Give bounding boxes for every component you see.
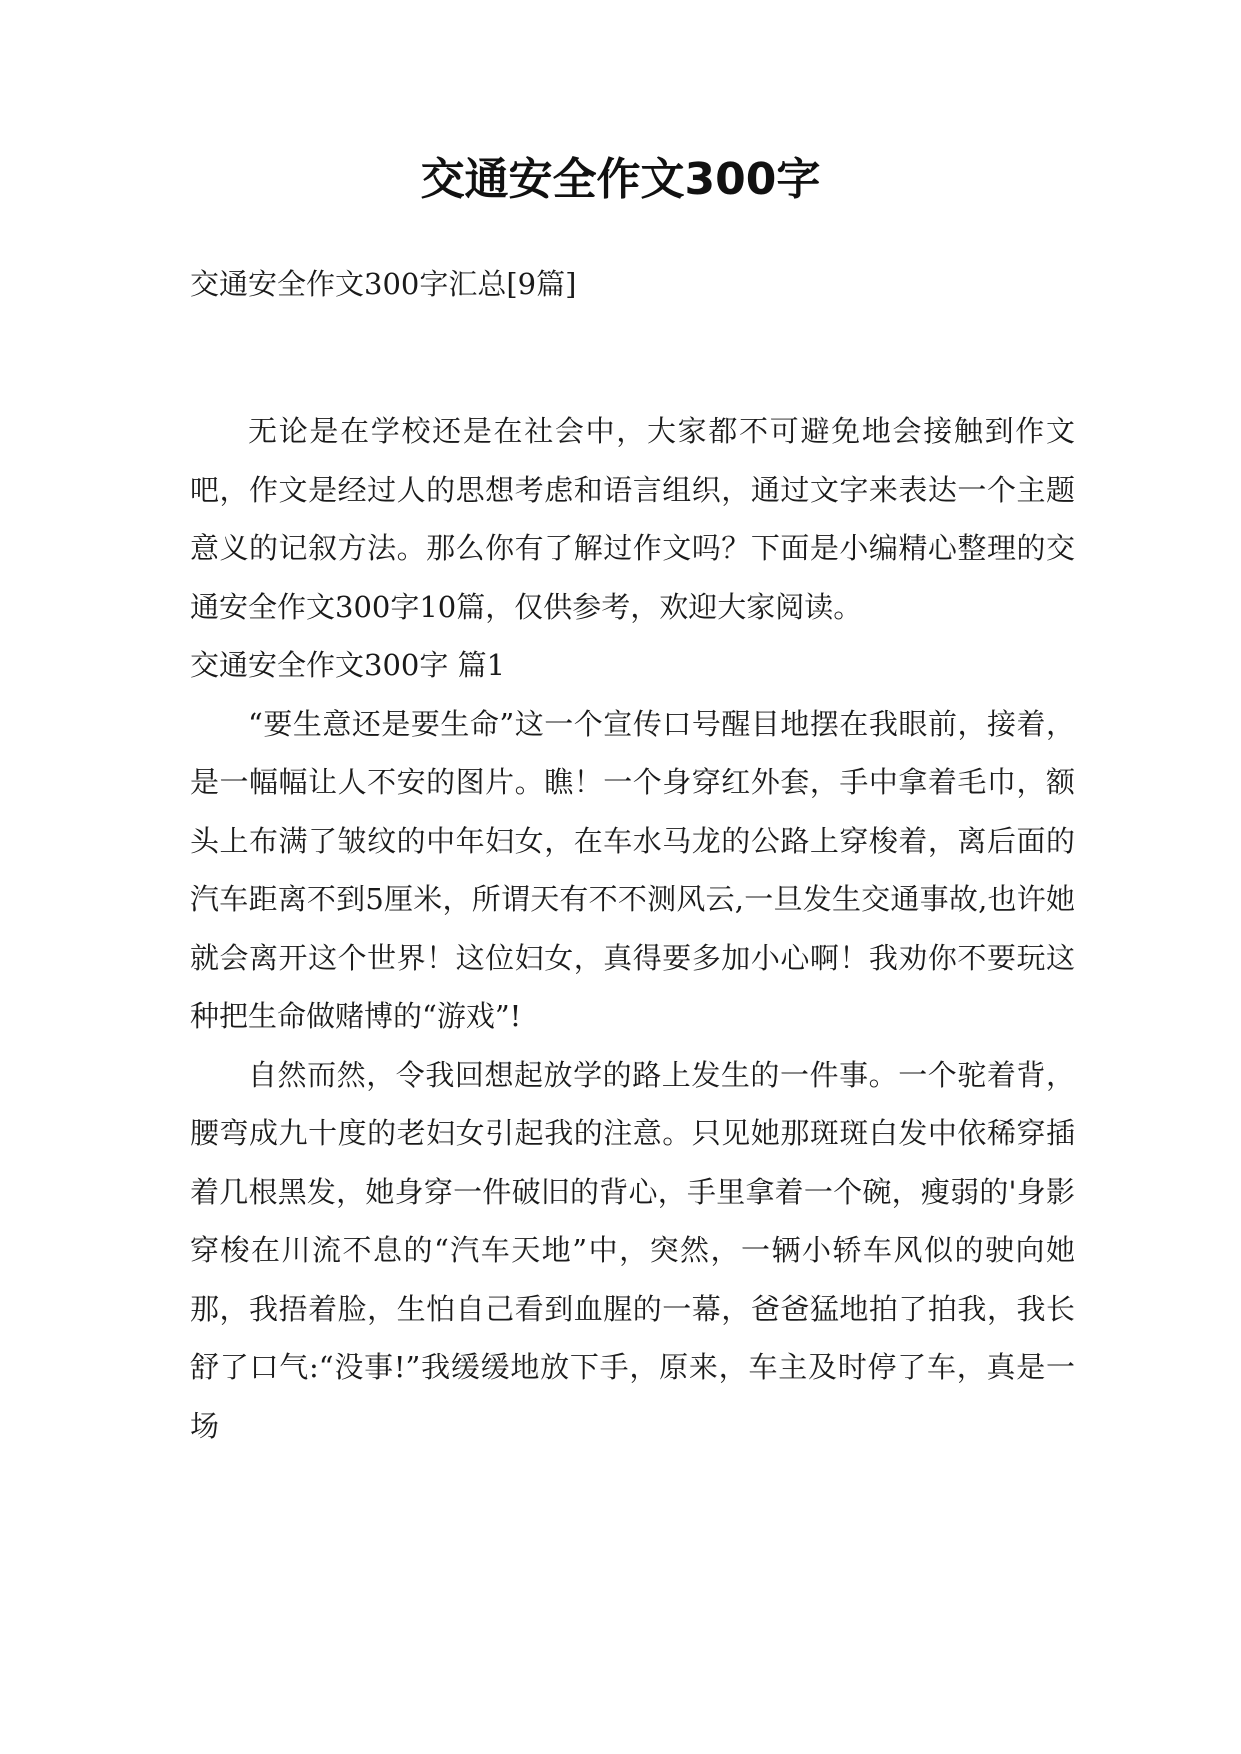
- document-subtitle: 交通安全作文300字汇总[9篇]: [190, 267, 577, 301]
- intro-paragraph: 无论是在学校还是在社会中，大家都不可避免地会接触到作文吧，作文是经过人的思想考虑和语言组织，通过文字来表达一个主题意义的记叙方法。那么你有了解过作文吗？下面是小编精心整理的交通安全作文300字10篇，仅供参考，欢迎大家阅读。: [190, 414, 1075, 624]
- section-heading: 交通安全作文300字 篇1: [190, 648, 506, 682]
- document-title: 交通安全作文300字: [420, 154, 821, 205]
- body-paragraph-1: “要生意还是要生命”这一个宣传口号醒目地摆在我眼前，接着，是一幅幅让人不安的图片。瞧！一个身穿红外套，手中拿着毛巾，额头上布满了皱纹的中年妇女，在车水马龙的公路上穿梭着，离后面的汽车距离不到5厘米，所谓天有不不测风云,一旦发生交通事故,也许她就会离开这个世界！这位妇女，真得要多加小心啊！我劝你不要玩这种把生命做赌博的“游戏”!: [190, 706, 1075, 1033]
- body-paragraph-2: 自然而然，令我回想起放学的路上发生的一件事。一个驼着背，腰弯成九十度的老妇女引起我的注意。只见她那斑斑白发中依稀穿插着几根黑发，她身穿一件破旧的背心，手里拿着一个碗，瘦弱的'身影穿梭在川流不息的“汽车天地”中，突然，一辆小轿车风似的驶向她那，我捂着脸，生怕自己看到血腥的一幕，爸爸猛地拍了拍我，我长舒了口气:“没事!”我缓缓地放下手，原来，车主及时停了车，真是一场: [190, 1057, 1075, 1443]
- document-body: [190, 402, 1075, 1455]
